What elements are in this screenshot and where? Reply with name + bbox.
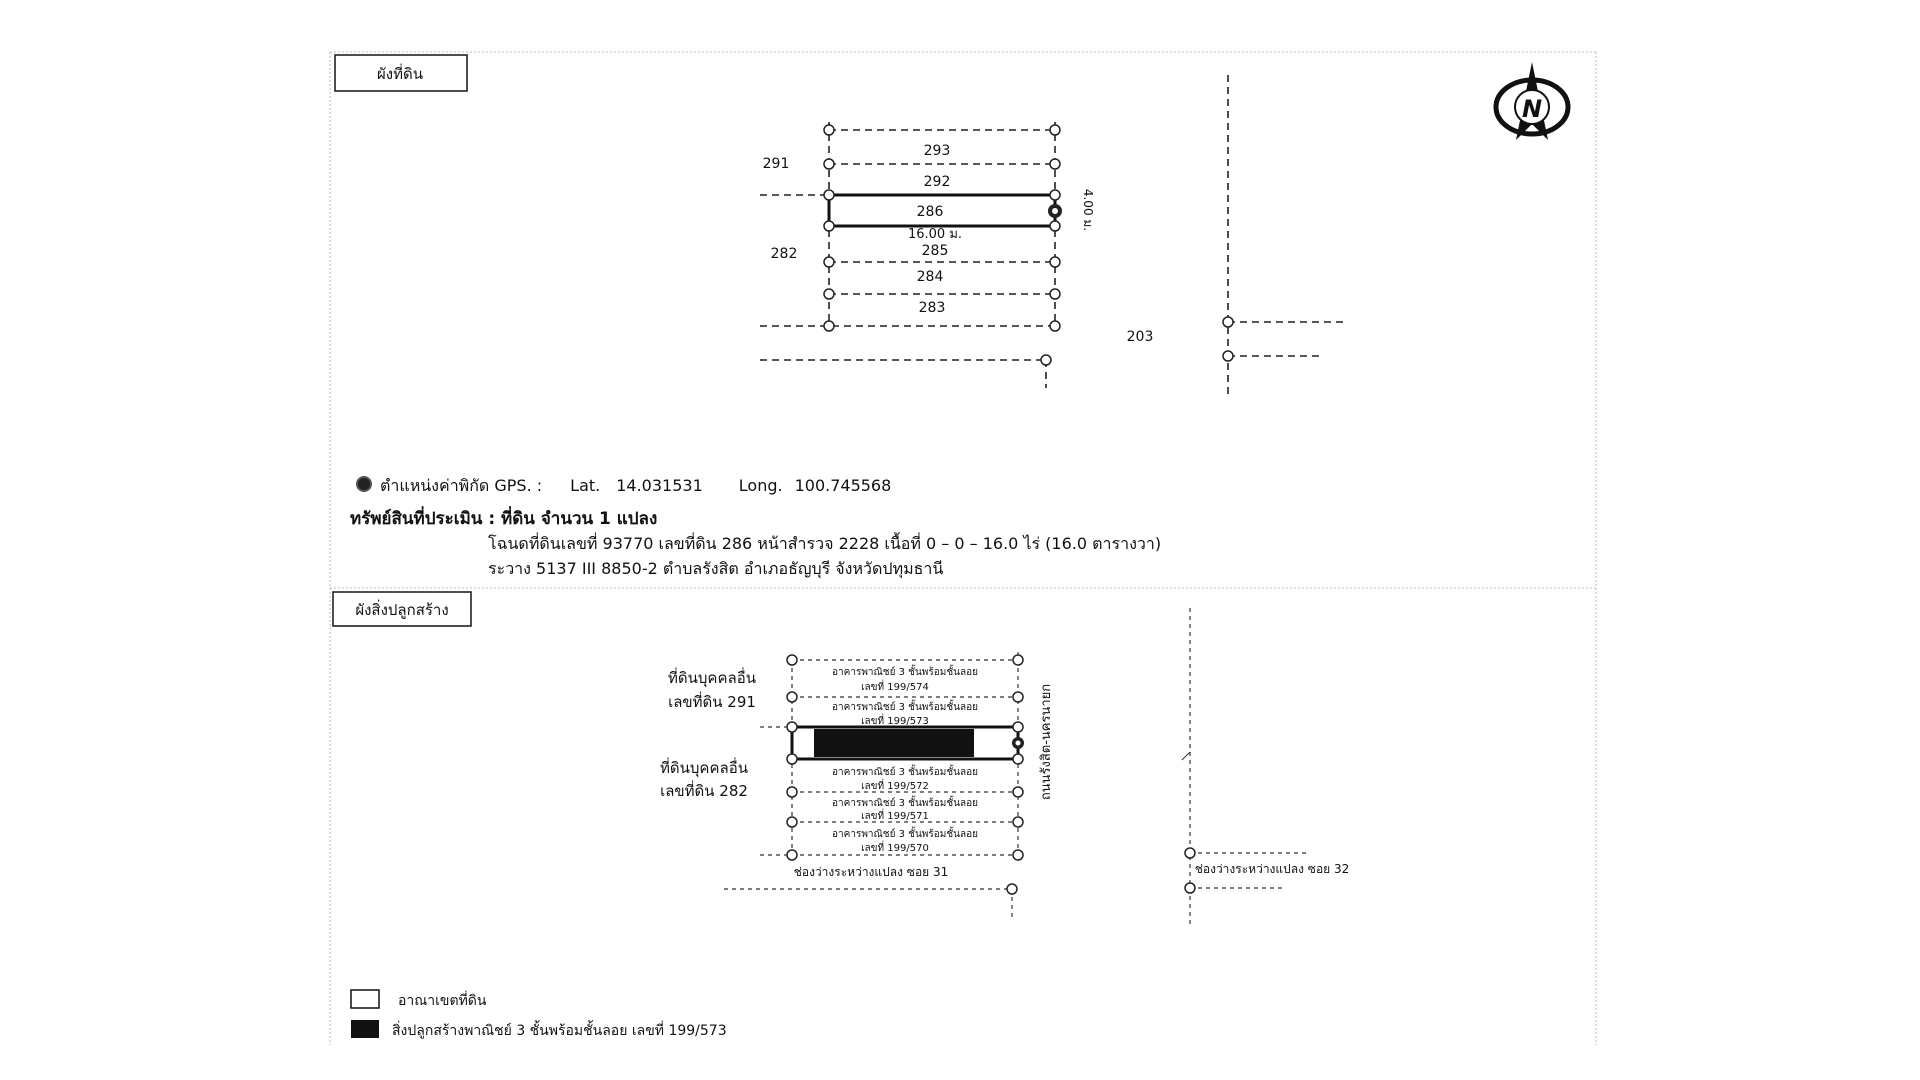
depth-dimension: 4.00 ม. [1081, 188, 1095, 232]
north-label: N [1521, 95, 1543, 123]
site-plan-title-box [335, 55, 467, 91]
neighbor-291-label-a: ที่ดินบุคคลอื่น [668, 669, 756, 687]
plot-284: 284 [916, 269, 944, 285]
long-value: 100.745568 [794, 476, 892, 495]
plot-292: 292 [923, 174, 951, 190]
plot-286: 286 [916, 204, 944, 220]
plot-293: 293 [923, 143, 951, 159]
building-plan-title-box [333, 592, 471, 626]
neighbor-282-label-a: ที่ดินบุคคลอื่น [660, 759, 748, 777]
neighbor-282-label-b: เลขที่ดิน 282 [660, 782, 748, 800]
gps-line [356, 474, 891, 499]
soi31-label: ช่องว่างระหว่างแปลง ซอย 31 [793, 865, 949, 879]
row-name: อาคารพาณิชย์ 3 ชั้นพร้อมชั้นลอย [832, 702, 978, 713]
site-plan-title: ผังที่ดิน [377, 65, 423, 83]
row-name: อาคารพาณิชย์ 3 ชั้นพร้อมชั้นลอย [832, 829, 978, 840]
location-line: ระวาง 5137 III 8850-2 ตำบลรังสิต อำเภอธัญบุรี จังหวัดปทุมธานี [488, 559, 944, 578]
plot-labels [763, 143, 1154, 345]
asset-line: ทรัพย์สินที่ประเมิน : ที่ดิน จำนวน 1 แปลง [350, 509, 658, 529]
row-number: เลขที่ 199/570 [861, 843, 929, 854]
plot-291: 291 [762, 156, 790, 172]
plot-285: 285 [921, 243, 949, 259]
row-name: อาคารพาณิชย์ 3 ชั้นพร้อมชั้นลอย [832, 667, 978, 678]
gps-label: ตำแหน่งค่าพิกัด GPS. : [380, 476, 543, 495]
long-label: Long. [738, 476, 783, 495]
deed-line: โฉนดที่ดินเลขที่ 93770 เลขที่ดิน 286 หน้าสำรวจ 2228 เนื้อที่ 0 – 0 – 16.0 ไร่ (16.0 ตารางวา) [488, 534, 1162, 553]
legend [351, 990, 727, 1039]
row-number: เลขที่ 199/573 [861, 716, 929, 727]
subject-building [792, 727, 1018, 759]
plot-203: 203 [1126, 329, 1154, 345]
legend-land-swatch [351, 990, 379, 1008]
soi32-label: ช่องว่างระหว่างแปลง ซอย 32 [1194, 862, 1350, 876]
width-dimension: 16.00 ม. [907, 227, 963, 242]
neighbor-291-label-b: เลขที่ดิน 291 [668, 693, 756, 711]
legend-building-swatch [351, 1020, 379, 1038]
legend-land-label: อาณาเขตที่ดิน [398, 993, 487, 1009]
site-plan-pins [824, 125, 1233, 365]
row-number: เลขที่ 199/571 [861, 811, 929, 822]
building-plan-labels [660, 667, 1349, 879]
building-plan-title: ผังสิ่งปลูกสร้าง [355, 601, 449, 619]
north-arrow-icon [1496, 62, 1568, 140]
legend-building-label: สิ่งปลูกสร้างพาณิชย์ 3 ชั้นพร้อมชั้นลอย เลขที่ 199/573 [392, 1023, 727, 1039]
plot-283: 283 [918, 300, 946, 316]
row-name: อาคารพาณิชย์ 3 ชั้นพร้อมชั้นลอย [832, 767, 978, 778]
row-name: อาคารพาณิชย์ 3 ชั้นพร้อมชั้นลอย [832, 798, 978, 809]
lat-value: 14.031531 [616, 476, 703, 495]
lat-label: Lat. [570, 476, 601, 495]
row-number: เลขที่ 199/572 [861, 781, 929, 792]
row-number: เลขที่ 199/574 [861, 682, 929, 693]
road-label: ถนนรังสิต-นครนายก [1039, 683, 1054, 801]
site-plan-lines [760, 75, 1345, 395]
gps-marker-icon [356, 476, 372, 492]
plot-282: 282 [770, 246, 798, 262]
